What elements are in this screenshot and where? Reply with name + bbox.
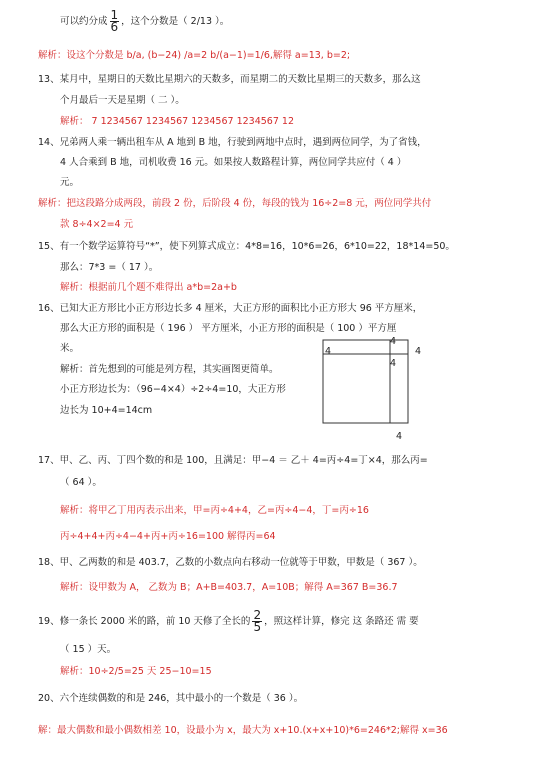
q18-solution: 解析：设甲数为 A， 乙数为 B；A+B=403.7，A=10B；解得 A=367 B=36.7 — [60, 582, 398, 593]
q16-answer: 那么大正方形的面积是（ 196 ） 平方厘米，小正方形的面积是（ 100 ）平方厘 — [60, 323, 397, 334]
q19-solution: 解析：10÷2/5=25 天 25−10=15 — [60, 666, 212, 677]
q19-question — [38, 610, 419, 633]
q12-answer-text: ，这个分数是（ 2/13 ）。 — [121, 16, 230, 27]
q14-solution: 解析：把这段路分成两段，前段 2 份，后阶段 4 份，每段的钱为 16÷2=8 元，两位同学共付 — [38, 198, 432, 209]
q20-solution: 解：最大偶数和最小偶数相差 10，设最小为 x，最大为 x+10.(x+x+10)*6=246*2;解得 x=36 — [38, 725, 448, 736]
q19-answer: （ 15 ）天。 — [60, 644, 117, 655]
q13-solution: 解析： 7 1234567 1234567 1234567 1234567 12 — [60, 116, 294, 127]
q17-question: 17、甲、乙、丙、丁四个数的和是 100，且满足：甲−4 ＝ 乙＋ 4=丙÷4=丁×4，那么丙= — [38, 455, 428, 466]
q12-solution: 解析：设这个分数是 b/a, (b−24) /a=2 b/(a−1)=1/6,解得 a=13, b=2; — [38, 50, 351, 61]
q18-question: 18、甲、乙两数的和是 403.7，乙数的小数点向右移动一位就等于甲数，甲数是（ 367 ）。 — [38, 557, 423, 568]
q14-question-cont: 4 人合乘到 B 地，司机收费 16 元。如果按人数路程计算，两位同学共应付（ 4 ） — [60, 157, 407, 168]
q14-question: 14、兄弟两人乘一辆出租车从 A 地到 B 地，行驶到两地中点时，遇到两位同学，为了省钱， — [38, 137, 427, 148]
q19-text: 19、修一条长 2000 米的路，前 10 天修了全长的 — [38, 616, 251, 627]
fraction-numerator: 2 — [253, 608, 262, 622]
q15-question: 15、有一个数学运算符号“*”，使下列算式成立：4*8=16，10*6=26，6*10=22，18*14=50。 — [38, 241, 455, 252]
figure-label-top: 4 — [390, 336, 397, 347]
q13-answer: 个月最后一天是星期（ 二 ）。 — [60, 95, 185, 106]
q17-solution: 解析：将甲乙丁用丙表示出来，甲=丙÷4+4，乙=丙÷4−4，丁=丙÷16 — [60, 505, 369, 516]
figure-label-inner: 4 — [390, 358, 397, 369]
q16-solution-cont: 小正方形边长为：（96−4×4）÷2÷4=10，大正方形 — [60, 384, 286, 395]
q19-text-cont: ，照这样计算，修完 这 条路还 需 要 — [264, 616, 419, 627]
q14-question-end: 元。 — [60, 177, 80, 188]
q16-solution-end: 边长为 10+4=14cm — [60, 405, 153, 416]
fraction-numerator: 1 — [110, 8, 119, 22]
fraction-two-fifths — [252, 610, 262, 633]
figure-label-right: 4 — [415, 346, 422, 357]
q16-solution: 解析：首先想到的可能是列方程，其实画图更简单。 — [60, 364, 279, 375]
q13-question: 13、某月中，星期日的天数比星期六的天数多，而星期二的天数比星期三的天数多，那么这 — [38, 74, 421, 85]
fraction-denominator: 5 — [253, 620, 262, 634]
q15-answer: 那么：7*3 =（ 17 ）。 — [60, 262, 159, 273]
q16-answer-end: 米。 — [60, 343, 80, 354]
figure-label-left: 4 — [325, 346, 332, 357]
fraction-denominator: 6 — [110, 20, 119, 34]
q17-solution-cont: 丙÷4+4+丙÷4−4+丙+丙÷16=100 解得丙=64 — [60, 531, 276, 542]
q17-answer: （ 64 ）。 — [60, 477, 102, 488]
q15-solution: 解析：根据前几个题不难得出 a*b=2a+b — [60, 282, 237, 293]
q12-text: 可以约分成 — [60, 16, 108, 27]
q20-question: 20、六个连续偶数的和是 246，其中最小的一个数是（ 36 ）。 — [38, 693, 304, 704]
figure-label-bottom: 4 — [396, 431, 403, 442]
q14-solution-cont: 款 8÷4×2=4 元 — [60, 219, 134, 230]
big-square — [323, 340, 408, 423]
q16-question: 16、已知大正方形比小正方形边长多 4 厘米，大正方形的面积比小正方形大 96 平方厘米， — [38, 303, 423, 314]
